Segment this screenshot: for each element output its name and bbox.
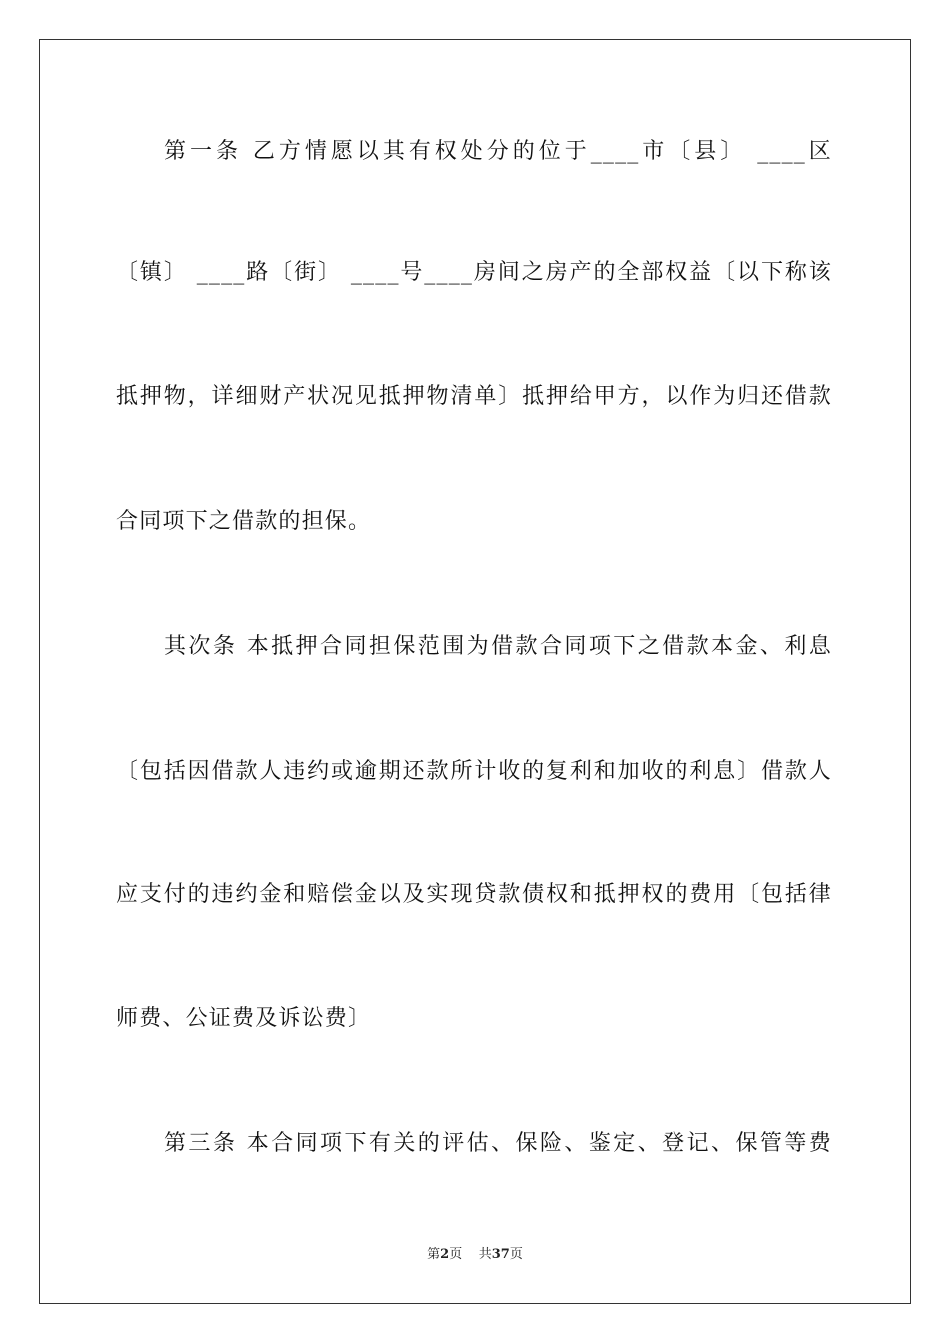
total-label-suffix: 页 — [509, 1247, 523, 1262]
clause-2-line-3: 应支付的违约金和赔偿金以及实现贷款债权和抵押权的费用〔包括律 — [116, 882, 832, 907]
clause-3-line-1: 第三条 本合同项下有关的评估、保险、鉴定、登记、保管等费 — [164, 1131, 832, 1156]
total-pages: 37 — [491, 1247, 510, 1262]
total-label-prefix: 共 — [478, 1247, 492, 1262]
page-label-prefix: 第 — [427, 1247, 441, 1262]
clause-2-line-1: 其次条 本抵押合同担保范围为借款合同项下之借款本金、利息 — [164, 634, 832, 659]
clause-1-line-1: 第一条 乙方情愿以其有权处分的位于____市〔县〕 ____区 — [164, 139, 832, 164]
page-label-suffix: 页 — [449, 1247, 463, 1262]
page-frame — [39, 39, 911, 1304]
page-footer — [0, 1246, 950, 1264]
clause-2-line-4: 师费、公证费及诉讼费〕 — [116, 1006, 372, 1031]
clause-1-line-2: 〔镇〕 ____路〔街〕 ____号____房间之房产的全部权益〔以下称该 — [116, 260, 832, 285]
clause-1-line-3: 抵押物，详细财产状况见抵押物清单〕抵押给甲方，以作为归还借款 — [116, 384, 832, 409]
page-number: 2 — [440, 1247, 450, 1262]
clause-1-line-4: 合同项下之借款的担保。 — [116, 509, 372, 534]
clause-2-line-2: 〔包括因借款人违约或逾期还款所计收的复利和加收的利息〕借款人 — [116, 759, 832, 784]
